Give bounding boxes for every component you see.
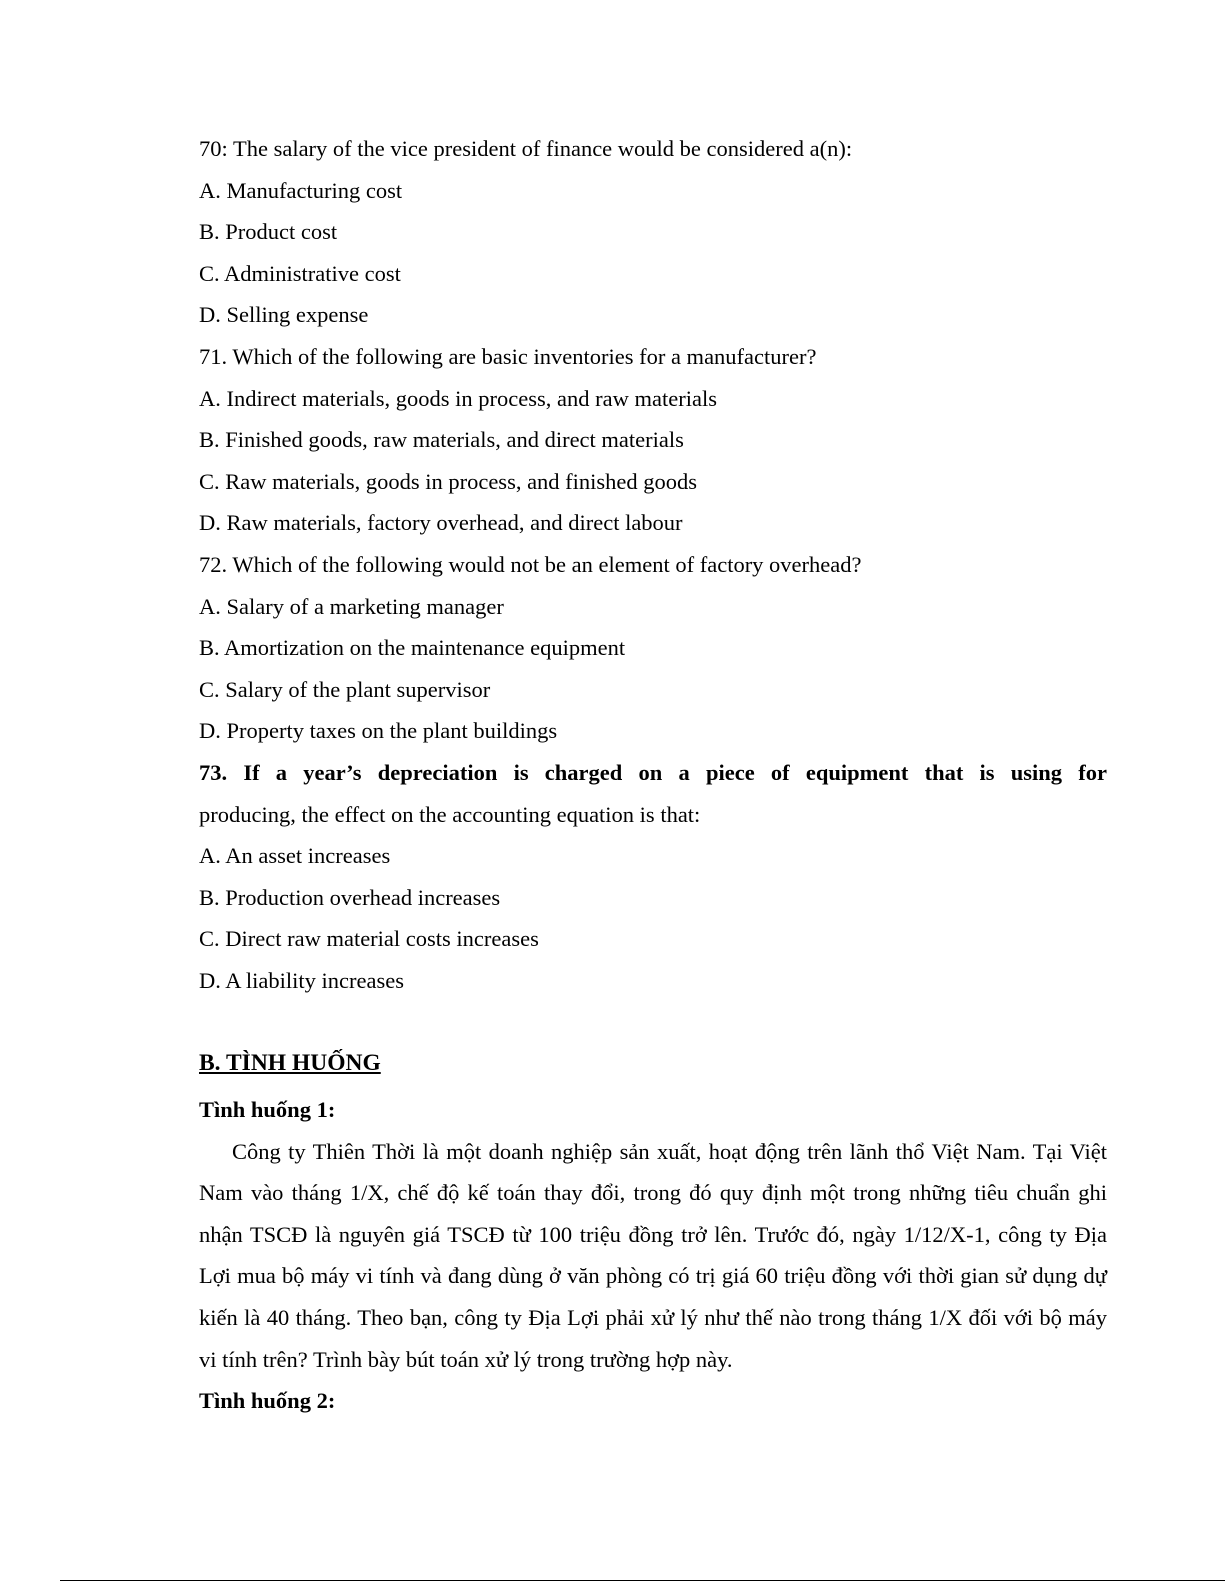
question-72-option-b: B. Amortization on the maintenance equipment (199, 635, 626, 661)
page-bottom-rule (60, 1580, 1225, 1581)
question-72-option-d: D. Property taxes on the plant buildings (199, 718, 558, 744)
question-73-option-d: D. A liability increases (199, 967, 404, 993)
question-72-option-a: A. Salary of a marketing manager (199, 593, 504, 619)
question-73-option-b: B. Production overhead increases (199, 884, 501, 910)
question-70-stem: 70: The salary of the vice president of finance would be considered a(n): (199, 136, 853, 161)
case-1-paragraph: Công ty Thiên Thời là một doanh nghiệp sản xuất, hoạt động trên lãnh thổ Việt Nam. Tại Việt Nam vào tháng 1/X, chế độ kế toán thay đổi, trong đó quy định một trong những tiêu chuẩn ghi nhận TSCĐ là nguyên giá TSCĐ từ 100 triệu đồng trở lên. Trước đó, ngày 1/12/X-1, công ty Địa Lợi mua bộ máy vi tính và đang dùng ở văn phòng có trị giá 60 triệu đồng với thời gian sử dụng dự kiến là 40 tháng. Theo bạn, công ty Địa Lợi phải xử lý như thế nào trong tháng 1/X đối với bộ máy vi tính trên? Trình bày bút toán xử lý trong trường hợp này. (199, 1138, 1107, 1372)
question-71-option-b: B. Finished goods, raw materials, and direct materials (199, 427, 684, 453)
question-70-option-b: B. Product cost (199, 219, 338, 245)
question-70-option-d: D. Selling expense (199, 302, 369, 328)
question-71-option-d: D. Raw materials, factory overhead, and direct labour (199, 510, 683, 536)
question-70-option-a: A. Manufacturing cost (199, 177, 403, 203)
question-72-stem: 72. Which of the following would not be an element of factory overhead? (199, 551, 862, 577)
section-title: B. TÌNH HUỐNG (199, 1050, 381, 1077)
question-73-stem-bold: 73. If a year’s depreciation is charged on a piece of equipment that is using for (199, 759, 1107, 785)
question-71-option-c: C. Raw materials, goods in process, and finished goods (199, 468, 698, 494)
case-1-title: Tình huống 1: (199, 1097, 336, 1123)
question-71-stem: 71. Which of the following are basic inventories for a manufacturer? (199, 343, 817, 369)
question-73-option-c: C. Direct raw material costs increases (199, 926, 539, 952)
question-71-option-a: A. Indirect materials, goods in process, and raw materials (199, 385, 717, 411)
case-2-title: Tình huống 2: (199, 1388, 336, 1414)
question-73-stem-rest: producing, the effect on the accounting equation is that: (199, 801, 701, 827)
document-page (199, 128, 1107, 1422)
question-73-option-a: A. An asset increases (199, 843, 391, 869)
question-70-option-c: C. Administrative cost (199, 260, 401, 286)
question-72-option-c: C. Salary of the plant supervisor (199, 676, 491, 702)
